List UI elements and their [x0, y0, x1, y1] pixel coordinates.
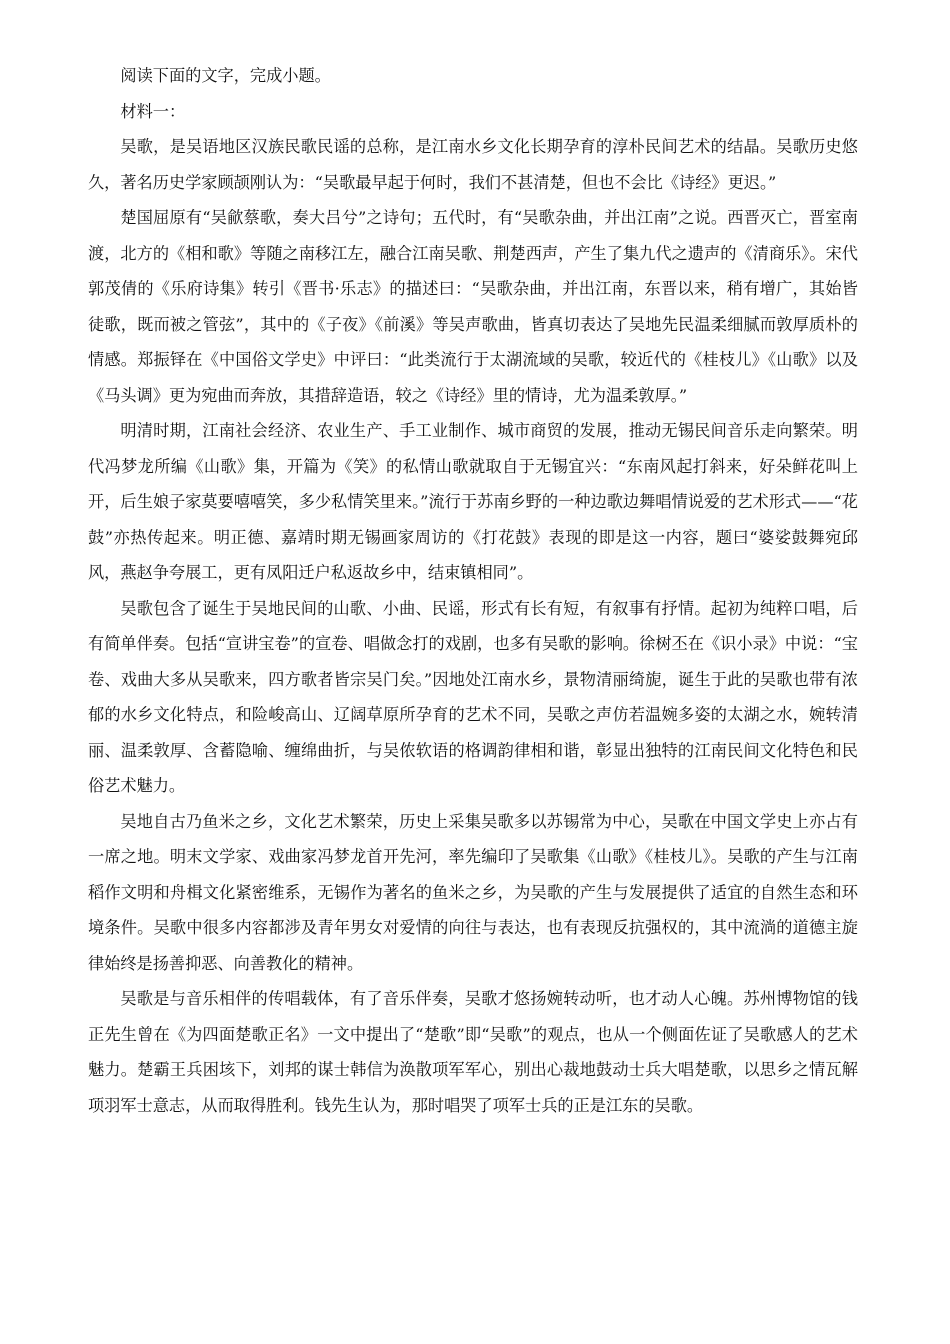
paragraph-4: 吴歌包含了诞生于吴地民间的山歌、小曲、民谣，形式有长有短，有叙事有抒情。起初为纯粹口唱，后有简单伴奏。包括“宣讲宝卷”的宣卷、唱做念打的戏剧，也多有吴歌的影响。徐树丕在《识小录》中说：“宝卷、戏曲大多从吴歌来，四方歌者皆宗吴门矣。”因地处江南水乡，景物清丽绮旎，诞生于此的吴歌也带有浓郁的水乡文化特点，和险峻高山、辽阔草原所孕育的艺术不同，吴歌之声仿若温婉多姿的太湖之水，婉转清丽、温柔敦厚、含蓄隐喻、缠绵曲折，与吴侬软语的格调韵律相和谐，彰显出独特的江南民间文化特色和民俗艺术魅力。 [88, 598, 858, 795]
material-label: 材料一： [120, 101, 186, 121]
paragraph-2: 楚国屈原有“吴歈蔡歌，奏大吕兮”之诗句；五代时，有“吴歌杂曲，并出江南”之说。西晋灭亡，晋室南渡，北方的《相和歌》等随之南移江左，融合江南吴歌、荆楚西声，产生了集九代之遗声的《清商乐》。宋代郭茂倩的《乐府诗集》转引《晋书·乐志》的描述曰：“吴歌杂曲，并出江南，东晋以来，稍有增广，其始皆徒歌，既而被之管弦”，其中的《子夜》《前溪》等吴声歌曲，皆真切表达了吴地先民温柔细腻而敦厚质朴的情感。郑振铎在《中国俗文学史》中评曰：“此类流行于太湖流域的吴歌，较近代的《桂枝儿》《山歌》以及《马头调》更为宛曲而奔放，其措辞造语，较之《诗经》里的情诗，尤为温柔敦厚。” [88, 208, 858, 405]
instruction-text: 阅读下面的文字，完成小题。 [120, 66, 331, 85]
paragraph-1: 吴歌，是吴语地区汉族民歌民谣的总称，是江南水乡文化长期孕育的淳朴民间艺术的结晶。吴歌历史悠久，著名历史学家顾颉刚认为：“吴歌最早起于何时，我们不甚清楚，但也不会比《诗经》更迟。” [88, 137, 858, 192]
document-page [88, 58, 858, 1123]
paragraph-3: 明清时期，江南社会经济、农业生产、手工业制作、城市商贸的发展，推动无锡民间音乐走向繁荣。明代冯梦龙所编《山歌》集，开篇为《笑》的私情山歌就取自于无锡宜兴：“东南风起打斜来，好朵鲜花叫上开，后生娘子家莫要嘻嘻笑，多少私情笑里来。”流行于苏南乡野的一种边歌边舞唱情说爱的艺术形式——“花鼓”亦热传起来。明正德、嘉靖时期无锡画家周访的《打花鼓》表现的即是这一内容，题曰“婆娑鼓舞宛邱风，燕赵争夸展工，更有凤阳迁户私返故乡中，结束镇相同”。 [88, 421, 858, 582]
paragraph-5: 吴地自古乃鱼米之乡，文化艺术繁荣，历史上采集吴歌多以苏锡常为中心，吴歌在中国文学史上亦占有一席之地。明末文学家、戏曲家冯梦龙首开先河，率先编印了吴歌集《山歌》《桂枝儿》。吴歌的产生与江南稻作文明和舟楫文化紧密维系，无锡作为著名的鱼米之乡，为吴歌的产生与发展提供了适宜的自然生态和环境条件。吴歌中很多内容都涉及青年男女对爱情的向往与表达，也有表现反抗强权的，其中流淌的道德主旋律始终是扬善抑恶、向善教化的精神。 [88, 811, 858, 973]
paragraph-6: 吴歌是与音乐相伴的传唱载体，有了音乐伴奏，吴歌才悠扬婉转动听，也才动人心魄。苏州博物馆的钱正先生曾在《为四面楚歌正名》一文中提出了“楚歌”即“吴歌”的观点，也从一个侧面佐证了吴歌感人的艺术魅力。楚霸王兵困垓下，刘邦的谋士韩信为涣散项军军心，别出心裁地鼓动士兵大唱楚歌，以思乡之情瓦解项羽军士意志，从而取得胜利。钱先生认为，那时唱哭了项军士兵的正是江东的吴歌。 [88, 989, 858, 1115]
